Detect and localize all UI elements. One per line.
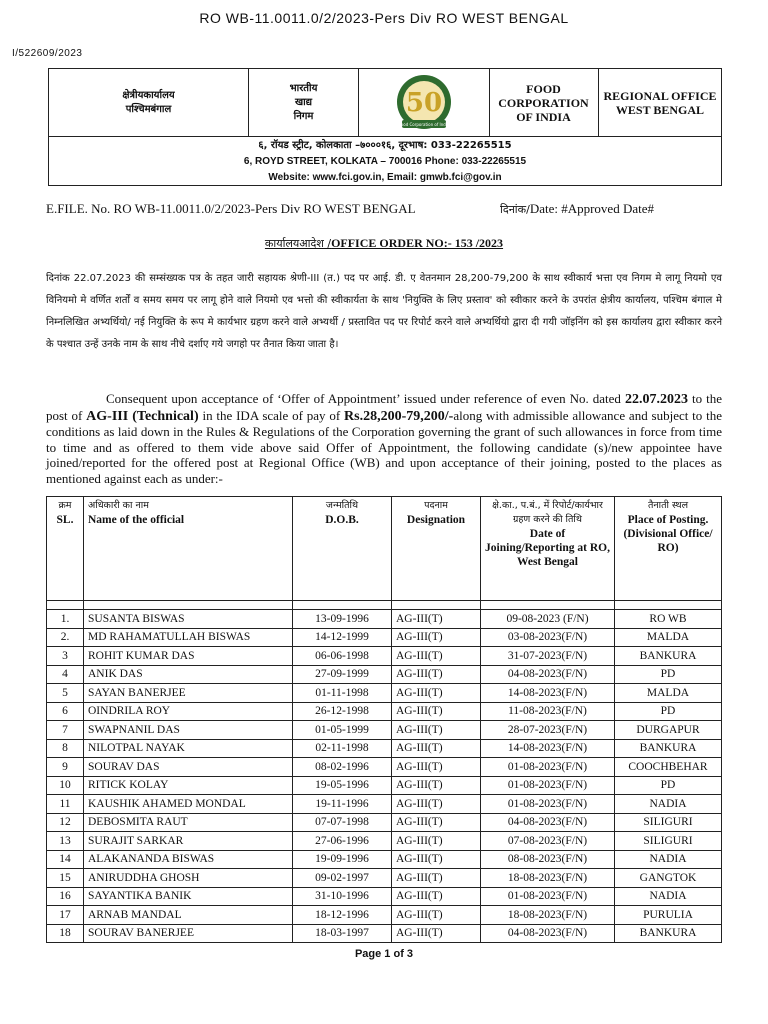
cell-sl: 5 <box>47 684 84 703</box>
hindi-office-name <box>49 69 249 136</box>
cell-dob: 19-11-1996 <box>293 795 392 814</box>
cell-place: PURULIA <box>615 906 722 925</box>
cell-dob: 09-02-1997 <box>293 869 392 888</box>
cell-sl: 15 <box>47 869 84 888</box>
cell-designation: AG-III(T) <box>392 795 481 814</box>
document-title: RO WB-11.0011.0/2/2023-Pers Div RO WEST BENGAL <box>199 10 569 26</box>
cell-sl: 14 <box>47 850 84 869</box>
cell-dob: 19-05-1996 <box>293 776 392 795</box>
cell-place: RO WB <box>615 610 722 629</box>
cell-name: SUSANTA BISWAS <box>84 610 293 629</box>
cell-joining-date: 01-08-2023(F/N) <box>481 776 615 795</box>
cell-place: PD <box>615 776 722 795</box>
cell-name: SOURAV BANERJEE <box>84 924 293 943</box>
cell-joining-date: 31-07-2023(F/N) <box>481 647 615 666</box>
cell-sl: 18 <box>47 924 84 943</box>
date-label: Date: #Approved Date# <box>529 201 654 216</box>
cell-sl: 7 <box>47 721 84 740</box>
eng-corp-line-3: OF INDIA <box>516 109 571 124</box>
cell-name: ANIRUDDHA GHOSH <box>84 869 293 888</box>
cell-dob: 26-12-1998 <box>293 702 392 721</box>
cell-designation: AG-III(T) <box>392 610 481 629</box>
cell-name: MD RAHAMATULLAH BISWAS <box>84 628 293 647</box>
cell-designation: AG-III(T) <box>392 665 481 684</box>
table-row <box>47 906 722 925</box>
hindi-corp-line-3: निगम <box>293 110 314 122</box>
table-row <box>47 739 722 758</box>
cell-sl: 4 <box>47 665 84 684</box>
cell-place: SILIGURI <box>615 813 722 832</box>
table-row <box>47 795 722 814</box>
table-row <box>47 647 722 666</box>
cell-name: RITICK KOLAY <box>84 776 293 795</box>
cell-joining-date: 03-08-2023(F/N) <box>481 628 615 647</box>
document-id: I/522609/2023 <box>12 48 83 59</box>
cell-place: BANKURA <box>615 924 722 943</box>
cell-sl: 1. <box>47 610 84 629</box>
table-spacer-row <box>47 601 722 610</box>
page-number: Page 1 of 3 <box>354 948 414 960</box>
table-body <box>47 601 722 943</box>
logo-ribbon-text: Food Corporation of India <box>398 121 450 127</box>
table-row <box>47 776 722 795</box>
table-row <box>47 813 722 832</box>
cell-designation: AG-III(T) <box>392 721 481 740</box>
cell-joining-date: 04-08-2023(F/N) <box>481 813 615 832</box>
table-row <box>47 758 722 777</box>
cell-sl: 16 <box>47 887 84 906</box>
cell-place: COOCHBEHAR <box>615 758 722 777</box>
cell-designation: AG-III(T) <box>392 758 481 777</box>
cell-joining-date: 08-08-2023(F/N) <box>481 850 615 869</box>
table-row <box>47 702 722 721</box>
eng-office-line-2: WEST BENGAL <box>615 102 705 117</box>
cell-designation: AG-III(T) <box>392 739 481 758</box>
cell-dob: 18-03-1997 <box>293 924 392 943</box>
cell-sl: 17 <box>47 906 84 925</box>
cell-place: NADIA <box>615 795 722 814</box>
english-office-name <box>599 69 721 136</box>
cell-name: OINDRILA ROY <box>84 702 293 721</box>
cell-designation: AG-III(T) <box>392 776 481 795</box>
cell-dob: 08-02-1996 <box>293 758 392 777</box>
cell-dob: 18-12-1996 <box>293 906 392 925</box>
cell-dob: 02-11-1998 <box>293 739 392 758</box>
cell-place: BANKURA <box>615 647 722 666</box>
english-paragraph <box>46 391 722 486</box>
cell-name: SAYAN BANERJEE <box>84 684 293 703</box>
cell-dob: 01-05-1999 <box>293 721 392 740</box>
table-row <box>47 924 722 943</box>
cell-place: PD <box>615 665 722 684</box>
cell-dob: 27-06-1996 <box>293 832 392 851</box>
table-row <box>47 721 722 740</box>
cell-place: PD <box>615 702 722 721</box>
cell-sl: 12 <box>47 813 84 832</box>
cell-joining-date: 18-08-2023(F/N) <box>481 906 615 925</box>
cell-sl: 9 <box>47 758 84 777</box>
order-date <box>500 201 654 217</box>
para-part-1: Consequent upon acceptance of ‘Offer of Appointment’ issued under reference of even No. dated <box>106 391 625 406</box>
cell-designation: AG-III(T) <box>392 924 481 943</box>
cell-designation: AG-III(T) <box>392 813 481 832</box>
cell-designation: AG-III(T) <box>392 850 481 869</box>
para-part-2: to the post of <box>46 391 722 423</box>
hindi-paragraph: दिनांक 22.07.2023 की सम्संख्यक पत्र के तहत जारी सहायक श्रेणी-III (त.) पद पर आई. डी. ए वेतनमान 28,200-79,200 के साथ स्वीकार्य भत्ता एव निगम मे लागू नियमो एव विनियमो मे वर्णित शर्तों व समय समय पर लागू होने वाले नियमो एव भत्तो की स्वीकार्यता के साथ 'नियुक्ति के लिए प्रस्ताव' को स्वीकार करने के उपरांत क्षेत्रीय कार्यालय, पश्चिम बंगाल मे निम्नलिखित अभ्यर्थियो/ नई नियुक्ति के रूप मे कार्यभार ग्रहण करने वाले अभ्यर्थी / प्रस्तावित पद पर रिपोर्ट करने वाले अभ्यर्थियो द्वारा दी गयी जॉइनिंग को इस कार्यालय द्वारा स्वीकार करने के पश्चात उन्हें उनके नाम के साथ नीचे दर्शाए गये जगहो पर तैनात किया जाता है। <box>46 273 722 350</box>
cell-dob: 13-09-1996 <box>293 610 392 629</box>
cell-designation: AG-III(T) <box>392 628 481 647</box>
header-dob: जन्मतिथि D.O.B. <box>293 497 392 601</box>
cell-name: ANIK DAS <box>84 665 293 684</box>
cell-place: SILIGURI <box>615 832 722 851</box>
cell-name: ALAKANANDA BISWAS <box>84 850 293 869</box>
para-part-3: in the IDA scale of pay of <box>198 407 345 423</box>
cell-dob: 01-11-1998 <box>293 684 392 703</box>
cell-designation: AG-III(T) <box>392 869 481 888</box>
cell-place: NADIA <box>615 850 722 869</box>
cell-sl: 10 <box>47 776 84 795</box>
cell-name: SURAJIT SARKAR <box>84 832 293 851</box>
table-row <box>47 610 722 629</box>
cell-joining-date: 14-08-2023(F/N) <box>481 684 615 703</box>
hindi-office-line-1: क्षेत्रीयकार्यालय <box>122 89 175 101</box>
table-row <box>47 850 722 869</box>
cell-joining-date: 28-07-2023(F/N) <box>481 721 615 740</box>
cell-joining-date: 01-08-2023(F/N) <box>481 887 615 906</box>
cell-joining-date: 01-08-2023(F/N) <box>481 758 615 777</box>
table-header-row <box>47 497 722 601</box>
header-sl: क्रम SL. <box>47 497 84 601</box>
para-part-4: along with admissible allowance and subject to the conditions as laid down in the Rules & Regulations of the Corporation governing the grant of such allowances in force from time to time and as offered to them vide above said Offer of Appointment, the following candidate (s)/new appointee have joined/reported for the offered post at Regional Office (WB) and upon acceptance of their joining, posted to the places as mentioned against each as under:- <box>46 407 722 486</box>
cell-joining-date: 04-08-2023(F/N) <box>481 924 615 943</box>
letterhead-address <box>49 136 721 186</box>
cell-designation: AG-III(T) <box>392 702 481 721</box>
cell-name: ARNAB MANDAL <box>84 906 293 925</box>
office-order-heading <box>0 236 768 251</box>
address-hindi: ६, रॉयड स्ट्रीट, कोलकाता –७०००१६, दूरभाष: 033-22265515 <box>258 140 512 151</box>
cell-joining-date: 14-08-2023(F/N) <box>481 739 615 758</box>
office-order-number: OFFICE ORDER NO:- 153 /2023 <box>331 236 504 250</box>
cell-name: NILOTPAL NAYAK <box>84 739 293 758</box>
cell-name: SWAPNANIL DAS <box>84 721 293 740</box>
table-row <box>47 887 722 906</box>
cell-place: GANGTOK <box>615 869 722 888</box>
cell-name: ROHIT KUMAR DAS <box>84 647 293 666</box>
cell-sl: 2. <box>47 628 84 647</box>
cell-sl: 6 <box>47 702 84 721</box>
para-scale: Rs.28,200-79,200/- <box>344 408 454 424</box>
header-name: अधिकारी का नाम Name of the official <box>84 497 293 601</box>
cell-dob: 31-10-1996 <box>293 887 392 906</box>
cell-name: KAUSHIK AHAMED MONDAL <box>84 795 293 814</box>
cell-dob: 19-09-1996 <box>293 850 392 869</box>
cell-dob: 07-07-1998 <box>293 813 392 832</box>
cell-name: DEBOSMITA RAUT <box>84 813 293 832</box>
cell-designation: AG-III(T) <box>392 684 481 703</box>
date-hindi-label: दिनांक/ <box>500 203 530 216</box>
cell-place: NADIA <box>615 887 722 906</box>
cell-place: MALDA <box>615 628 722 647</box>
efile-number: E.FILE. No. RO WB-11.0011.0/2/2023-Pers Div RO WEST BENGAL <box>46 201 416 216</box>
cell-designation: AG-III(T) <box>392 832 481 851</box>
header-joining-date: क्षे.का., प.बं., में रिपोर्ट/कार्यभार ग्रहण करने की तिथि Date of Joining/Reporting at RO, West Bengal <box>481 497 615 601</box>
header-designation: पदनाम Designation <box>392 497 481 601</box>
cell-name: SOURAV DAS <box>84 758 293 777</box>
cell-joining-date: 18-08-2023(F/N) <box>481 869 615 888</box>
address-english: 6, ROYD STREET, KOLKATA – 700016 Phone: 033-22265515 <box>243 156 527 167</box>
cell-sl: 3 <box>47 647 84 666</box>
table-row <box>47 832 722 851</box>
postings-table <box>46 496 722 943</box>
cell-dob: 06-06-1998 <box>293 647 392 666</box>
cell-designation: AG-III(T) <box>392 906 481 925</box>
cell-joining-date: 07-08-2023(F/N) <box>481 832 615 851</box>
hindi-corp-name <box>249 69 359 136</box>
table-row <box>47 869 722 888</box>
para-date: 22.07.2023 <box>624 392 688 407</box>
cell-joining-date: 04-08-2023(F/N) <box>481 665 615 684</box>
eng-corp-line-2: CORPORATION <box>498 95 589 110</box>
cell-sl: 11 <box>47 795 84 814</box>
para-post: AG-III (Technical) <box>86 408 199 424</box>
cell-name: SAYANTIKA BANIK <box>84 887 293 906</box>
letterhead <box>48 68 722 186</box>
cell-joining-date: 11-08-2023(F/N) <box>481 702 615 721</box>
cell-place: DURGAPUR <box>615 721 722 740</box>
header-place: तैनाती स्थल Place of Posting. (Divisional Office/ RO) <box>615 497 722 601</box>
eng-office-line-1: REGIONAL OFFICE <box>603 88 717 103</box>
cell-designation: AG-III(T) <box>392 887 481 906</box>
website-email: Website: www.fci.gov.in, Email: gmwb.fci@gov.in <box>268 172 502 183</box>
cell-joining-date: 09-08-2023 (F/N) <box>481 610 615 629</box>
cell-sl: 13 <box>47 832 84 851</box>
cell-dob: 27-09-1999 <box>293 665 392 684</box>
office-order-hindi: कार्यालयआदेश / <box>264 237 332 250</box>
eng-corp-line-1: FOOD <box>526 81 561 96</box>
cell-designation: AG-III(T) <box>392 647 481 666</box>
table-row <box>47 684 722 703</box>
hindi-office-line-2: पश्चिमबंगाल <box>125 103 172 115</box>
cell-joining-date: 01-08-2023(F/N) <box>481 795 615 814</box>
table-row <box>47 628 722 647</box>
hindi-corp-line-2: खाद्य <box>294 96 313 108</box>
cell-place: MALDA <box>615 684 722 703</box>
cell-dob: 14-12-1999 <box>293 628 392 647</box>
english-corp-name <box>489 69 599 136</box>
cell-sl: 8 <box>47 739 84 758</box>
cell-place: BANKURA <box>615 739 722 758</box>
fci-50-years-logo <box>359 69 490 136</box>
table-row <box>47 665 722 684</box>
logo-number: 50 <box>405 87 443 118</box>
hindi-corp-line-1: भारतीय <box>289 82 318 94</box>
